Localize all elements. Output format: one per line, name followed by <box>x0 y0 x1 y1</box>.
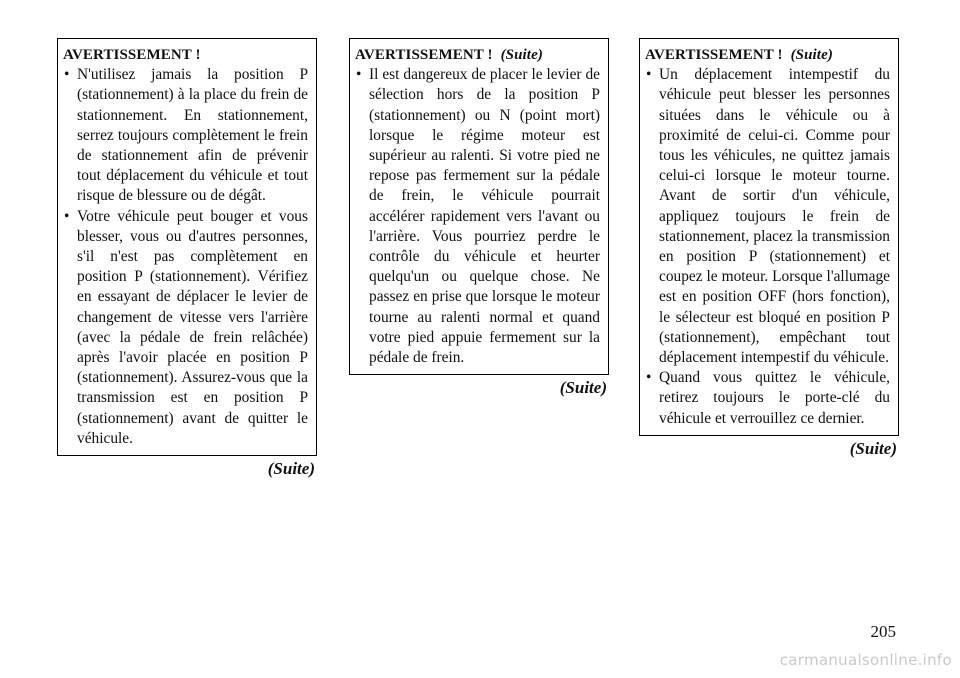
warning-heading-2 <box>355 45 600 65</box>
page-number: 205 <box>870 622 896 641</box>
warning-heading-suffix: (Suite) <box>500 47 543 63</box>
continued-label-2: (Suite) <box>559 378 607 398</box>
warning-heading-1 <box>63 45 308 65</box>
warning-column-3 <box>639 38 899 459</box>
warning-bullet: • Quand vous quittez le véhicule, retirez toujours le porte-clé du véhicule et verrouillez ce dernier. <box>645 368 890 429</box>
warning-list-1 <box>63 65 308 449</box>
warning-bullet: • Il est dangereux de placer le levier de sélection hors de la position P (stationnement) ou N (point mort) lorsque le régime moteur est supérieur au ralenti. Si votre pied ne repose pas fermement sur la pédale de frein, le véhicule pourrait accélérer rapidement vers l'avant ou l'arrière. Vous pourriez perdre le contrôle du véhicule et heurter quelqu'un ou quelque chose. Ne passez en prise que lorsque le moteur tourne au ralenti normal et quand votre pied appuie fermement sur la pédale de frein. <box>355 65 600 368</box>
warning-box-2 <box>349 38 609 375</box>
warning-list-3 <box>645 65 890 429</box>
warning-list-2 <box>355 65 600 368</box>
warning-box-1 <box>57 38 317 456</box>
warning-column-1 <box>57 38 317 479</box>
watermark: carmanualsonline.info <box>779 651 952 669</box>
warning-column-2 <box>349 38 609 398</box>
warning-heading-3 <box>645 45 890 65</box>
continued-label-3: (Suite) <box>849 438 897 458</box>
warning-heading-text: AVERTISSEMENT ! <box>355 47 493 63</box>
warning-box-3 <box>639 38 899 436</box>
warning-bullet: • Votre véhicule peut bouger et vous blesser, vous ou d'autres personnes, s'il n'est pas complètement en position P (stationnement). Vérifiez en essayant de déplacer le levier de changement de vitesse vers l'arrière (avec la pédale de frein relâchée) après l'avoir placée en position P (stationnement). Assurez-vous que la transmission est en position P (stationnement) avant de quitter le véhicule. <box>63 207 308 449</box>
warning-bullet: • N'utilisez jamais la position P (stationnement) à la place du frein de stationnement. En stationnement, serrez toujours complètement le frein de stationnement afin de prévenir tout déplacement du véhicule et tout risque de blessure ou de dégât. <box>63 65 308 206</box>
warning-heading-text: AVERTISSEMENT ! <box>63 47 201 63</box>
warning-bullet: • Un déplacement intempestif du véhicule peut blesser les personnes situées dans le véhicule ou à proximité de celui-ci. Comme pour tous les véhicules, ne quittez jamais celui-ci lorsque le moteur tourne. Avant de sortir d'un véhicule, appliquez toujours le frein de stationnement, placez la transmission en position P (stationnement) et coupez le moteur. Lorsque l'allumage est en position OFF (hors fonction), le sélecteur est bloqué en position P (stationnement), empêchant tout déplacement intempestif du véhicule. <box>645 65 890 368</box>
continued-label-1: (Suite) <box>267 459 315 479</box>
warning-heading-text: AVERTISSEMENT ! <box>645 47 783 63</box>
warning-heading-suffix: (Suite) <box>790 47 833 63</box>
